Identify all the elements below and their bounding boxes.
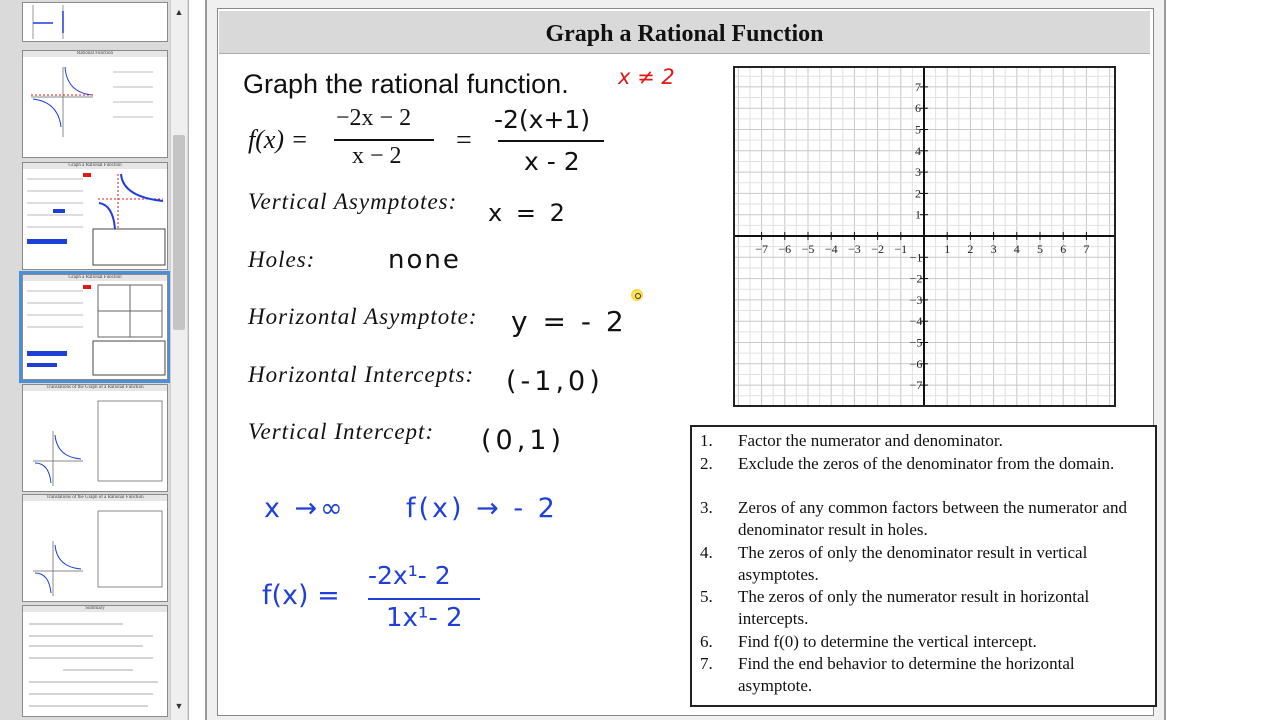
end-behavior-x: x →∞ [264, 493, 346, 524]
thumbnail-graph-icon [23, 3, 167, 41]
scroll-down-arrow-icon[interactable]: ▼ [174, 701, 184, 711]
fraction-bar [368, 598, 480, 600]
label-holes: Holes: [248, 247, 316, 272]
slide [217, 8, 1154, 716]
thumbnail-title: Graph a Rational Function [23, 163, 167, 169]
thumbnail-title: Translations of the Graph of a Rational Function [23, 385, 167, 391]
thumbnail-title: Translations of the Graph of a Rational Function [23, 495, 167, 501]
thumbnail-graph-icon [23, 57, 167, 155]
answer-horizontal-intercepts: (-1,0) [506, 366, 604, 397]
x-tick-label: −1 [894, 242, 908, 256]
end-calc-lhs: f(x) = [262, 580, 340, 611]
coordinate-grid [733, 66, 1116, 407]
thumbnail-scrollbar[interactable] [170, 0, 187, 720]
x-tick-label: −6 [778, 242, 792, 256]
y-tick-label: −3 [909, 292, 923, 307]
y-tick-label: −4 [909, 314, 923, 329]
label-vertical-intercept: Vertical Intercept: [248, 419, 435, 444]
y-tick-label: −2 [909, 271, 923, 286]
slide-heading: Graph the rational function. [243, 69, 569, 99]
x-tick-label: −4 [824, 242, 838, 256]
fraction-bar [334, 139, 434, 141]
thumbnail-title: Rational Function [23, 51, 167, 57]
slide-thumbnail-3[interactable] [22, 162, 168, 270]
scrollbar-thumb[interactable] [173, 135, 185, 330]
function-denominator: x − 2 [352, 143, 402, 169]
y-tick-label: −6 [909, 356, 923, 371]
thumbnail-title: Summary [23, 606, 167, 612]
domain-note: x ≠ 2 [618, 65, 675, 89]
mouse-cursor-highlight-icon [631, 289, 643, 301]
x-tick-label: 3 [990, 242, 997, 256]
thumbnail-text-icon [23, 612, 167, 714]
answer-vertical-intercept: (0,1) [481, 425, 566, 456]
x-tick-label: 2 [967, 242, 974, 256]
x-tick-label: 4 [1013, 242, 1020, 256]
y-tick-label: 1 [915, 207, 921, 222]
x-tick-label: −5 [801, 242, 815, 256]
end-calc-numerator: -2x¹- 2 [368, 561, 451, 590]
slide-thumbnail-7[interactable] [22, 605, 168, 717]
end-calc-denominator: 1x¹- 2 [386, 603, 463, 633]
y-tick-label: −1 [909, 250, 923, 265]
slide-thumbnail-panel [0, 0, 189, 720]
y-tick-label: 7 [915, 79, 921, 94]
y-tick-label: −5 [909, 335, 923, 350]
slide-title: Graph a Rational Function [219, 11, 1150, 54]
x-tick-label: 1 [944, 242, 951, 256]
function-numerator: −2x − 2 [336, 105, 412, 131]
slide-thumbnail-1[interactable] [22, 2, 168, 42]
end-behavior-f: f(x) → - 2 [406, 493, 558, 524]
equals-sign: = [456, 125, 472, 156]
y-tick-label: 3 [915, 165, 921, 180]
answer-vertical-asymptotes: x = 2 [488, 199, 568, 227]
factored-denominator: x - 2 [524, 147, 580, 176]
answer-holes: none [388, 245, 461, 275]
x-tick-label: 6 [1060, 242, 1067, 256]
slide-canvas [205, 0, 1166, 720]
thumbnail-graph-icon [23, 169, 167, 267]
factored-numerator: -2(x+1) [494, 105, 591, 134]
x-tick-label: 5 [1037, 242, 1043, 256]
answer-horizontal-asymptote: y = - 2 [511, 305, 627, 338]
grid-plane [735, 68, 1114, 405]
y-tick-label: 2 [915, 186, 921, 201]
slide-thumbnail-4[interactable] [22, 274, 168, 380]
fraction-bar [498, 140, 604, 142]
thumbnail-title: Graph a Rational Function [23, 275, 167, 281]
x-tick-label: −2 [871, 242, 884, 256]
label-horizontal-intercepts: Horizontal Intercepts: [248, 362, 475, 387]
y-tick-label: 4 [915, 143, 921, 158]
y-tick-label: 5 [915, 122, 921, 137]
function-lhs: f(x) = [248, 125, 309, 154]
thumbnail-graph-icon [23, 281, 167, 377]
label-horizontal-asymptote: Horizontal Asymptote: [248, 304, 478, 329]
scroll-up-arrow-icon[interactable]: ▲ [174, 7, 184, 17]
slide-thumbnail-5[interactable] [22, 384, 168, 492]
y-tick-label: 6 [915, 101, 921, 116]
x-tick-label: 7 [1083, 242, 1090, 256]
x-tick-label: −3 [848, 242, 861, 256]
thumbnail-graph-icon [23, 391, 167, 489]
label-vertical-asymptotes: Vertical Asymptotes: [248, 189, 458, 214]
slide-thumbnail-2[interactable] [22, 50, 168, 158]
x-tick-label: −7 [755, 242, 768, 256]
y-tick-label: −7 [909, 378, 923, 393]
steps-box: 1. Factor the numerator and denominator. 2. Exclude the zeros of the denominator from the domain. 3. Zeros of any common factors between the numerator and denominator result in holes. 4. The zeros of only the denominator result in vertical asymptotes. 5. The zeros of only the numerator result in horizontal intercepts. 6. Find f(0) to determine the vertical intercept. 7. Find the end behavior to determine the horizontal asymptote. [690, 425, 1157, 707]
slide-thumbnail-6[interactable] [22, 494, 168, 602]
thumbnail-graph-icon [23, 501, 167, 599]
